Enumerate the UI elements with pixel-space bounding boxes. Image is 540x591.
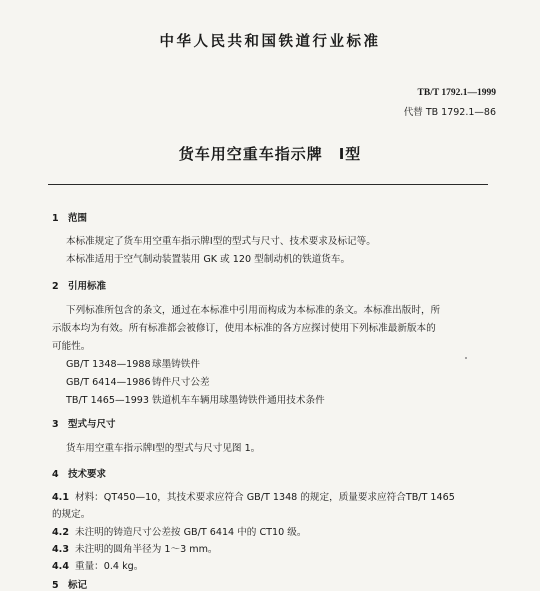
reference-item — [66, 392, 325, 406]
section-5-heading — [52, 577, 87, 591]
standard-number: TB/T 1792.1—1999 — [417, 88, 496, 98]
clause-number: 4.2 — [52, 527, 69, 538]
section-number: 5 — [52, 580, 59, 591]
clause-4-4 — [52, 558, 143, 572]
section-title: 技术要求 — [68, 469, 107, 480]
section-1-paragraph-2: 本标准适用于空气制动装置装用 GK 或 120 型制动机的铁道货车。 — [66, 254, 351, 265]
reference-code: TB/T 1465—1993 — [66, 395, 150, 406]
clause-text: 材料：QT450—10，其技术要求应符合 GB/T 1348 的规定，质量要求应符合TB/T 1465 — [75, 492, 455, 503]
document-title: 货车用空重车指示牌 Ⅰ型 — [178, 145, 362, 163]
section-number: 1 — [52, 213, 59, 224]
clause-4-1 — [52, 489, 455, 503]
section-number: 2 — [52, 281, 59, 292]
reference-code: GB/T 1348—1988 — [66, 359, 151, 370]
scan-speck — [465, 357, 467, 359]
clause-4-3 — [52, 541, 218, 555]
section-2-paragraph-line-1: 下列标准所包含的条文，通过在本标准中引用而构成为本标准的条文。本标准出版时，所 — [66, 305, 441, 316]
section-title: 范围 — [68, 213, 88, 224]
clause-number: 4.1 — [52, 492, 69, 503]
section-2-heading — [52, 278, 106, 292]
clause-text: 未注明的圆角半径为 1～3 mm。 — [75, 544, 218, 555]
section-2-paragraph-line-3: 可能性。 — [52, 341, 91, 352]
clause-4-2 — [52, 524, 306, 538]
reference-code: GB/T 6414—1986 — [66, 377, 151, 388]
section-2-paragraph-line-2: 示版本均为有效。所有标准都会被修订，使用本标准的各方应探讨使用下列标准最新版本的 — [52, 323, 436, 334]
standard-category-title: 中华人民共和国铁道行业标准 — [159, 34, 381, 50]
section-1-heading — [52, 210, 87, 224]
reference-item — [66, 374, 210, 388]
section-3-paragraph: 货车用空重车指示牌Ⅰ型的型式与尺寸见图 1。 — [66, 443, 261, 454]
clause-number: 4.4 — [52, 561, 69, 572]
replaced-standard: 代替 TB 1792.1—86 — [403, 107, 496, 118]
clause-4-1-continued: 的规定。 — [52, 509, 91, 520]
section-1-paragraph-1: 本标准规定了货车用空重车指示牌Ⅰ型的型式与尺寸、技术要求及标记等。 — [66, 236, 376, 247]
section-title: 引用标准 — [68, 281, 107, 292]
section-title: 标记 — [68, 580, 88, 591]
clause-text: 重量：0.4 kg。 — [75, 561, 144, 572]
title-divider — [48, 184, 488, 185]
section-3-heading — [52, 416, 116, 430]
reference-title: 铸件尺寸公差 — [152, 377, 210, 388]
reference-title: 球墨铸铁件 — [152, 359, 200, 370]
reference-title: 铁道机车车辆用球墨铸铁件通用技术条件 — [152, 395, 325, 406]
clause-number: 4.3 — [52, 544, 69, 555]
section-number: 3 — [52, 419, 59, 430]
clause-text: 未注明的铸造尺寸公差按 GB/T 6414 中的 CT10 级。 — [75, 527, 307, 538]
section-number: 4 — [52, 469, 59, 480]
section-title: 型式与尺寸 — [68, 419, 116, 430]
reference-item — [66, 356, 200, 370]
section-4-heading — [52, 466, 106, 480]
